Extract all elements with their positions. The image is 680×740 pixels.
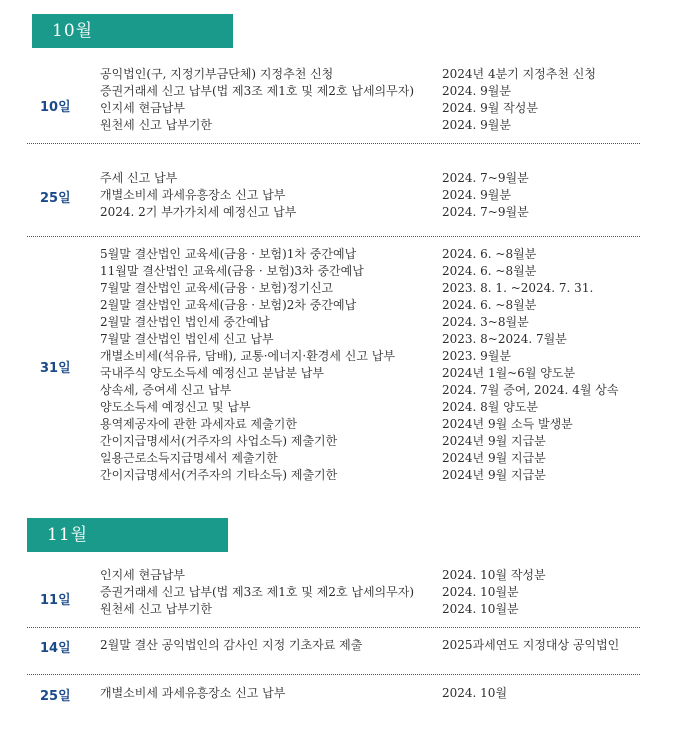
schedule-row — [100, 246, 640, 263]
period-text: 2025과세연도 지정대상 공익법인 — [442, 638, 620, 652]
period-text: 2024년 9월 지급분 — [442, 451, 546, 465]
period-text: 2024. 9월 작성분 — [442, 101, 538, 115]
schedule-row — [100, 365, 640, 382]
schedule-day-nov-25 — [27, 685, 640, 703]
task-text: 증권거래세 신고 납부(법 제3조 제1호 및 제2호 납세의무자) — [100, 84, 414, 98]
period-text: 2024년 4분기 지정추천 신청 — [442, 67, 596, 81]
period-text: 2024. 7~9월분 — [442, 171, 529, 185]
day-label: 25일 — [40, 191, 71, 206]
schedule-row — [100, 637, 640, 654]
task-text: 원천세 신고 납부기한 — [100, 602, 212, 616]
period-text: 2024. 9월분 — [442, 188, 511, 202]
period-text: 2024. 9월분 — [442, 118, 511, 132]
dotted-divider — [27, 143, 640, 144]
schedule-row — [100, 280, 640, 297]
task-text: 인지세 현금납부 — [100, 101, 185, 115]
period-text: 2024년 9월 지급분 — [442, 434, 546, 448]
schedule-row — [100, 399, 640, 416]
period-text: 2024. 10월 작성분 — [442, 568, 546, 582]
task-text: 5월말 결산법인 교육세(금융 · 보험)1차 중간예납 — [100, 247, 357, 261]
schedule-row — [100, 66, 640, 83]
task-text: 7월말 결산법인 법인세 신고 납부 — [100, 332, 274, 346]
schedule-day-oct-10 — [27, 66, 640, 136]
schedule-row — [100, 450, 640, 467]
period-text: 2024. 6. ~8월분 — [442, 247, 537, 261]
dotted-divider — [27, 236, 640, 237]
task-text: 공익법인(구, 지정기부금단체) 지정추천 신청 — [100, 67, 334, 81]
period-text: 2024. 9월분 — [442, 84, 511, 98]
schedule-row — [100, 331, 640, 348]
task-text: 상속세, 증여세 신고 납부 — [100, 383, 232, 397]
task-text: 인지세 현금납부 — [100, 568, 185, 582]
month-title: 10월 — [52, 21, 94, 41]
period-text: 2024. 6. ~8월분 — [442, 298, 537, 312]
schedule-row — [100, 567, 640, 584]
day-label: 14일 — [40, 641, 71, 656]
schedule-row — [100, 263, 640, 280]
schedule-row — [100, 584, 640, 601]
task-text: 간이지급명세서(거주자의 사업소득) 제출기한 — [100, 434, 338, 448]
period-text: 2024. 7월 증여, 2024. 4월 상속 — [442, 383, 619, 397]
task-text: 7월말 결산법인 교육세(금융 · 보험)정기신고 — [100, 281, 334, 295]
task-text: 일용근로소득지급명세서 제출기한 — [100, 451, 278, 465]
period-text: 2024. 8월 양도분 — [442, 400, 538, 414]
schedule-row — [100, 416, 640, 433]
day-label: 25일 — [40, 689, 71, 704]
period-text: 2024. 10월 — [442, 686, 508, 700]
period-text: 2024. 7~9월분 — [442, 205, 529, 219]
day-label: 11일 — [40, 593, 71, 608]
task-text: 11월말 결산법인 교육세(금융 · 보험)3차 중간예납 — [100, 264, 364, 278]
schedule-row — [100, 100, 640, 117]
schedule-row — [100, 382, 640, 399]
task-text: 개별소비세(석유류, 담배), 교통·에너지·환경세 신고 납부 — [100, 349, 395, 363]
schedule-row — [100, 433, 640, 450]
schedule-row — [100, 348, 640, 365]
schedule-day-oct-31 — [27, 246, 640, 486]
month-header-november — [27, 518, 228, 552]
period-text: 2024년 9월 지급분 — [442, 468, 546, 482]
schedule-row — [100, 467, 640, 484]
task-text: 원천세 신고 납부기한 — [100, 118, 212, 132]
schedule-day-nov-14 — [27, 637, 640, 655]
period-text: 2024. 6. ~8월분 — [442, 264, 537, 278]
task-text: 증권거래세 신고 납부(법 제3조 제1호 및 제2호 납세의무자) — [100, 585, 414, 599]
period-text: 2023. 8~2024. 7월분 — [442, 332, 567, 346]
task-text: 2월말 결산법인 교육세(금융 · 보험)2차 중간예납 — [100, 298, 357, 312]
task-text: 2월말 결산법인 법인세 중간예납 — [100, 315, 270, 329]
task-text: 용역제공자에 관한 과세자료 제출기한 — [100, 417, 297, 431]
task-text: 국내주식 양도소득세 예정신고 분납분 납부 — [100, 366, 324, 380]
task-text: 주세 신고 납부 — [100, 171, 178, 185]
schedule-row — [100, 601, 640, 618]
day-label: 10일 — [40, 100, 71, 115]
task-text: 2월말 결산 공익법인의 감사인 지정 기초자료 제출 — [100, 638, 363, 652]
period-text: 2024. 10월분 — [442, 585, 519, 599]
schedule-row — [100, 83, 640, 100]
schedule-row — [100, 187, 640, 204]
period-text: 2024년 9월 소득 발생분 — [442, 417, 573, 431]
task-text: 개별소비세 과세유흥장소 신고 납부 — [100, 686, 286, 700]
schedule-row — [100, 685, 640, 702]
period-text: 2024. 10월분 — [442, 602, 519, 616]
dotted-divider — [27, 627, 640, 628]
period-text: 2024년 1월~6월 양도분 — [442, 366, 576, 380]
task-text: 양도소득세 예정신고 및 납부 — [100, 400, 251, 414]
month-title: 11월 — [47, 525, 89, 545]
schedule-row — [100, 170, 640, 187]
task-text: 개별소비세 과세유흥장소 신고 납부 — [100, 188, 286, 202]
task-text: 간이지급명세서(거주자의 기타소득) 제출기한 — [100, 468, 338, 482]
schedule-row — [100, 204, 640, 221]
month-header-october — [32, 14, 233, 48]
schedule-row — [100, 117, 640, 134]
task-text: 2024. 2기 부가가치세 예정신고 납부 — [100, 205, 297, 219]
period-text: 2023. 9월분 — [442, 349, 511, 363]
period-text: 2024. 3~8월분 — [442, 315, 529, 329]
schedule-day-oct-25 — [27, 170, 640, 222]
schedule-row — [100, 314, 640, 331]
dotted-divider — [27, 674, 640, 675]
day-label: 31일 — [40, 361, 71, 376]
schedule-row — [100, 297, 640, 314]
schedule-day-nov-11 — [27, 567, 640, 619]
period-text: 2023. 8. 1. ~2024. 7. 31. — [442, 281, 594, 295]
